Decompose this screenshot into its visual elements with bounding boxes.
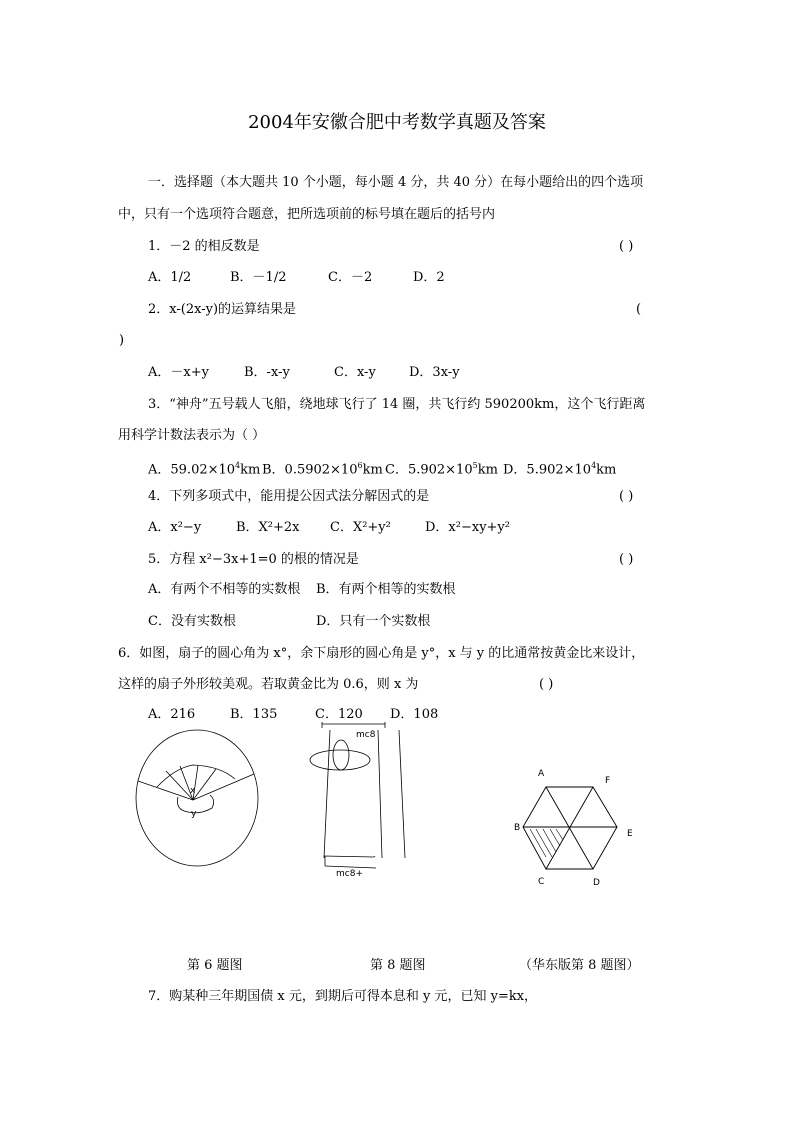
q2-option: B．-x-y [244, 365, 290, 380]
q3-option-label: D．5.902×10 [503, 462, 592, 478]
hex-label-f: F [605, 776, 611, 786]
hexagon-figure [514, 769, 633, 888]
q3-option-exp: 4 [591, 461, 597, 470]
q1-option: D．2 [413, 270, 445, 285]
q2-option: D．3x-y [409, 365, 460, 380]
q5-option: A．有两个不相等的实数根 [148, 582, 301, 597]
hex-label-d: D [593, 878, 600, 888]
q3-option-label: C．5.902×10 [385, 462, 473, 478]
q1-option: C．－2 [328, 270, 373, 285]
q3-option-label: A．59.02×10 [148, 462, 236, 478]
q4-option: B．X²+2x [236, 520, 300, 535]
answer-paren: ( ) [619, 552, 634, 567]
q3-option-label: B．0.5902×10 [262, 462, 358, 478]
q2-option: C．x-y [334, 365, 376, 380]
q5-option: B．有两个相等的实数根 [316, 582, 456, 597]
q3-option-exp: 4 [235, 461, 241, 470]
q3-option-unit: km [362, 462, 383, 478]
shaded-region [530, 829, 563, 857]
q6-option: D．108 [390, 707, 439, 722]
q6-option: B．135 [230, 707, 278, 722]
answer-paren-close: ) [119, 333, 125, 348]
fan-label-y: y [191, 809, 197, 819]
hex-label-c: C [538, 877, 545, 887]
section-heading: 一．选择题（本大题共 10 个小题，每小题 4 分，共 40 分）在每小题给出的四个选项 [148, 175, 644, 190]
q2-option: A．－x+y [148, 365, 209, 380]
q4-option: A．x²−y [148, 520, 202, 535]
q6-stem: 6．如图，扇子的圆心角为 x°，余下扇形的圆心角是 y°，x 与 y 的比通常按黄金比来设计， [118, 646, 645, 661]
hex-label-e: E [627, 829, 633, 839]
q3-option-exp: 5 [472, 461, 478, 470]
answer-paren: ( ) [619, 239, 634, 254]
hex-label-a: A [538, 769, 545, 779]
hex-caption: （华东版第 8 题图） [519, 958, 640, 973]
q2-stem: 2．x-(2x-y)的运算结果是 [148, 302, 297, 317]
answer-paren-open: ( [636, 302, 642, 317]
q3-stem: 3．“神舟”五号载人飞船，绕地球飞行了 14 圈，共飞行约 590200km，这个飞行距离 [148, 397, 646, 412]
page-title: 2004年安徽合肥中考数学真题及答案 [248, 112, 546, 133]
q1-option: B．－1/2 [230, 270, 287, 285]
fan-figure [136, 730, 258, 866]
answer-paren: ( ) [539, 677, 554, 692]
section-heading-cont: 中，只有一个选项符合题意，把所选项前的标号填在题后的括号内 [118, 207, 496, 222]
answer-paren: ( ) [619, 489, 634, 504]
fan-label-x: x [190, 786, 196, 796]
q3-option-exp: 6 [357, 461, 363, 470]
q3-option-unit: km [240, 462, 261, 478]
q4-option: D．x²−xy+y² [425, 520, 510, 535]
q3-option-unit: km [477, 462, 498, 478]
q1-stem: 1．－2 的相反数是 [148, 239, 260, 254]
q1-option: A．1/2 [148, 270, 192, 285]
q4-option: C．X²+y² [330, 520, 391, 535]
hex-label-b: B [514, 823, 521, 833]
fig8-caption: 第 8 题图 [370, 958, 426, 973]
bag-label-bottom: mc8+ [336, 869, 363, 879]
q6-stem-cont: 这样的扇子外形较美观。若取黄金比为 0.6，则 x 为 [118, 677, 419, 692]
q6-option: C．120 [315, 707, 363, 722]
q7-stem: 7．购某种三年期国债 x 元，到期后可得本息和 y 元，已知 y=kx， [148, 989, 538, 1004]
bag-label-top: mc8 [356, 730, 376, 740]
q3-stem-cont: 用科学计数法表示为（ ） [118, 428, 266, 443]
q6-option: A．216 [148, 707, 196, 722]
q5-stem: 5．方程 x²−3x+1=0 的根的情况是 [148, 552, 359, 567]
bag-figure [310, 722, 405, 879]
q4-stem: 4．下列多项式中，能用提公因式法分解因式的是 [148, 489, 430, 504]
q5-option: C．没有实数根 [148, 614, 236, 629]
q5-option: D．只有一个实数根 [316, 614, 431, 629]
fig6-caption: 第 6 题图 [187, 958, 243, 973]
q3-option-unit: km [596, 462, 617, 478]
